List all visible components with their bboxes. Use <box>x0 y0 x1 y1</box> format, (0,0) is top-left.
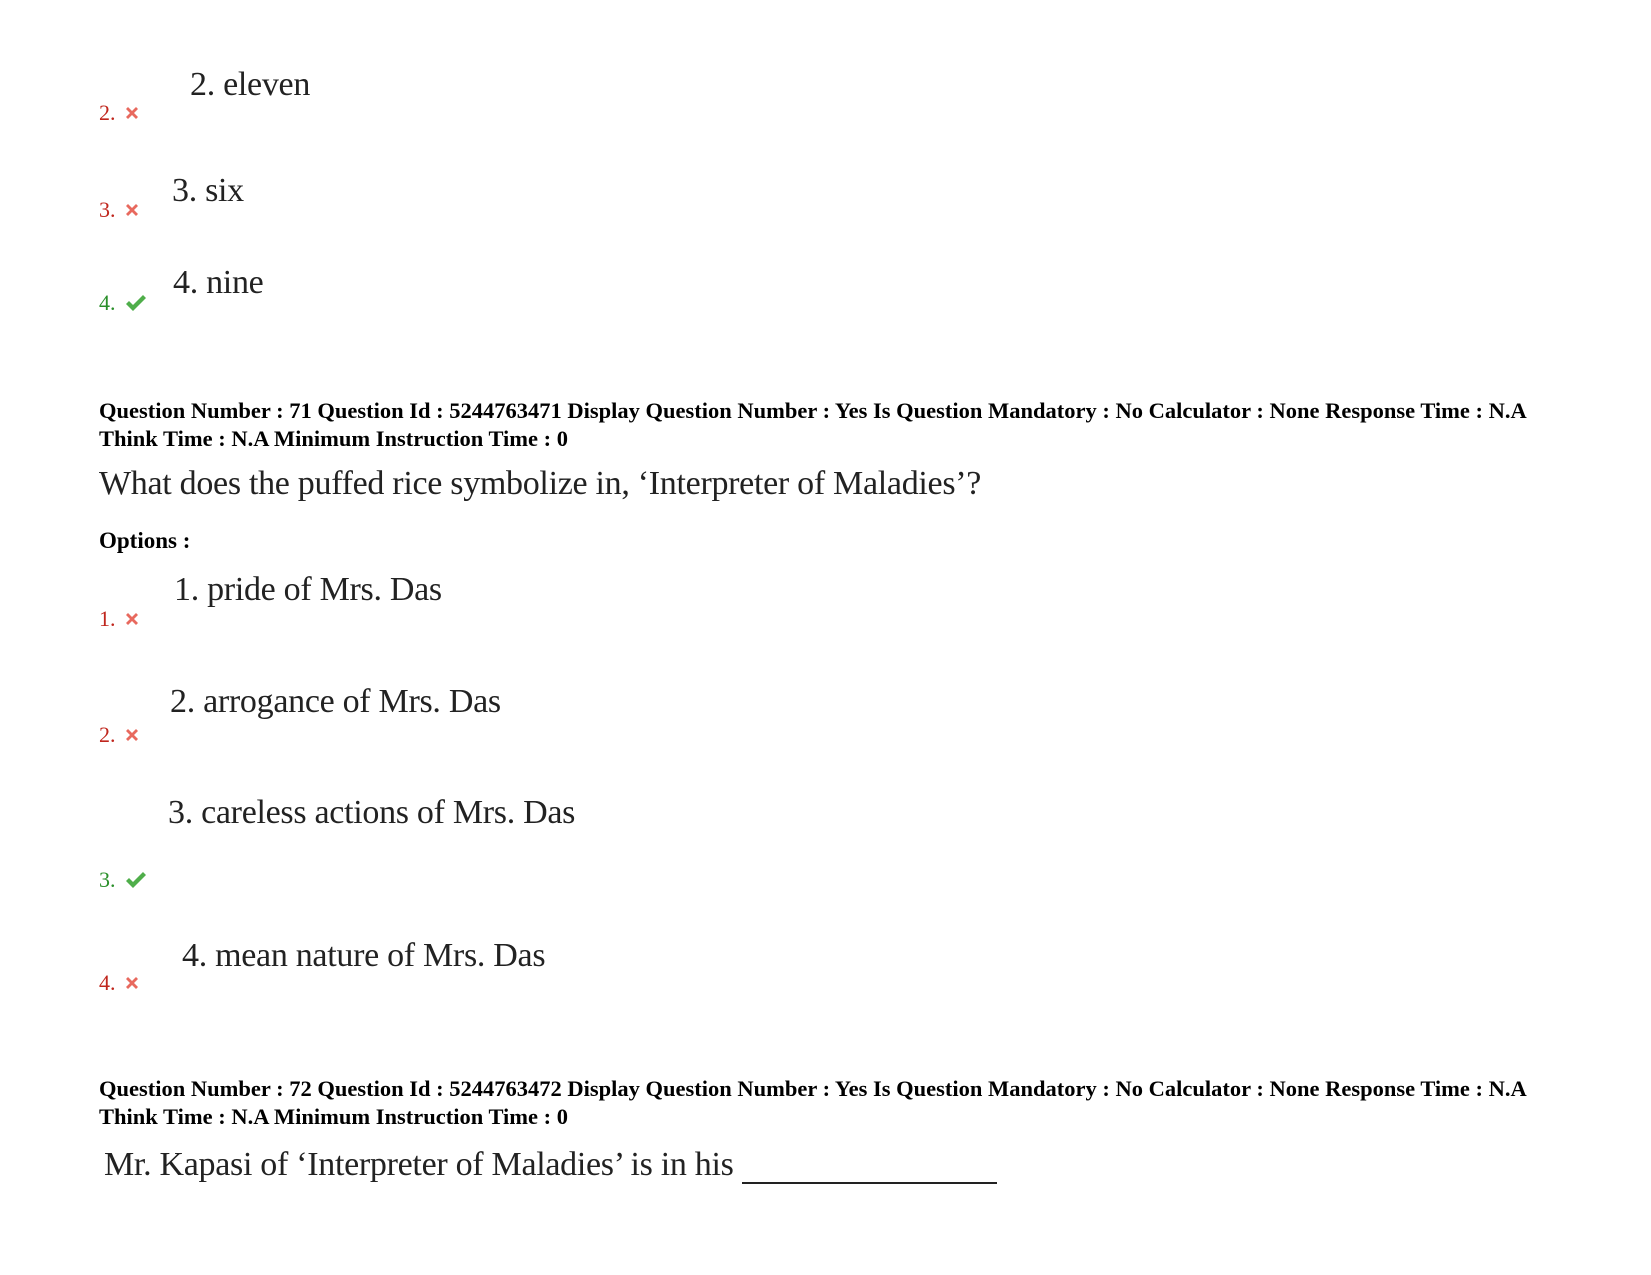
question-text-72-body: Mr. Kapasi of ‘Interpreter of Maladies’ is in his <box>104 1146 734 1183</box>
option-marker-1 <box>99 606 140 632</box>
options-label: Options : <box>99 528 191 553</box>
option-number: 4. <box>99 970 116 995</box>
check-icon <box>124 870 148 890</box>
option-marker-3 <box>99 197 140 223</box>
cross-icon <box>124 202 140 218</box>
check-icon <box>124 293 148 313</box>
option-text: 3. careless actions of Mrs. Das <box>168 794 576 831</box>
fill-in-blank <box>742 1152 997 1184</box>
question-meta-71: Question Number : 71 Question Id : 5244763471 Display Question Number : Yes Is Question Mandatory : No Calculator : None Response Time : N.A Think Time : N.A Minimum Instruction Time : 0 <box>99 398 1526 451</box>
option-number: 2. <box>99 100 116 125</box>
option-text: 2. eleven <box>190 66 311 103</box>
option-number: 3. <box>99 197 116 222</box>
option-number: 3. <box>99 867 116 892</box>
option-number: 2. <box>99 722 116 747</box>
option-text: 4. mean nature of Mrs. Das <box>182 937 546 974</box>
cross-icon <box>124 105 140 121</box>
option-marker-2 <box>99 722 140 748</box>
option-text: 1. pride of Mrs. Das <box>174 571 442 608</box>
cross-icon <box>124 611 140 627</box>
option-text: 2. arrogance of Mrs. Das <box>170 683 501 720</box>
question-text-72 <box>104 1146 997 1184</box>
option-marker-4 <box>99 970 140 996</box>
option-number: 1. <box>99 606 116 631</box>
option-marker-2 <box>99 100 140 126</box>
cross-icon <box>124 975 140 991</box>
option-marker-4 <box>99 290 148 316</box>
question-text-71: What does the puffed rice symbolize in, ‘Interpreter of Maladies’? <box>99 465 982 502</box>
option-number: 4. <box>99 290 116 315</box>
option-marker-3 <box>99 867 148 893</box>
question-meta-72: Question Number : 72 Question Id : 5244763472 Display Question Number : Yes Is Question Mandatory : No Calculator : None Response Time : N.A Think Time : N.A Minimum Instruction Time : 0 <box>99 1076 1526 1129</box>
option-text: 4. nine <box>173 264 264 301</box>
cross-icon <box>124 727 140 743</box>
option-text: 3. six <box>172 172 244 209</box>
